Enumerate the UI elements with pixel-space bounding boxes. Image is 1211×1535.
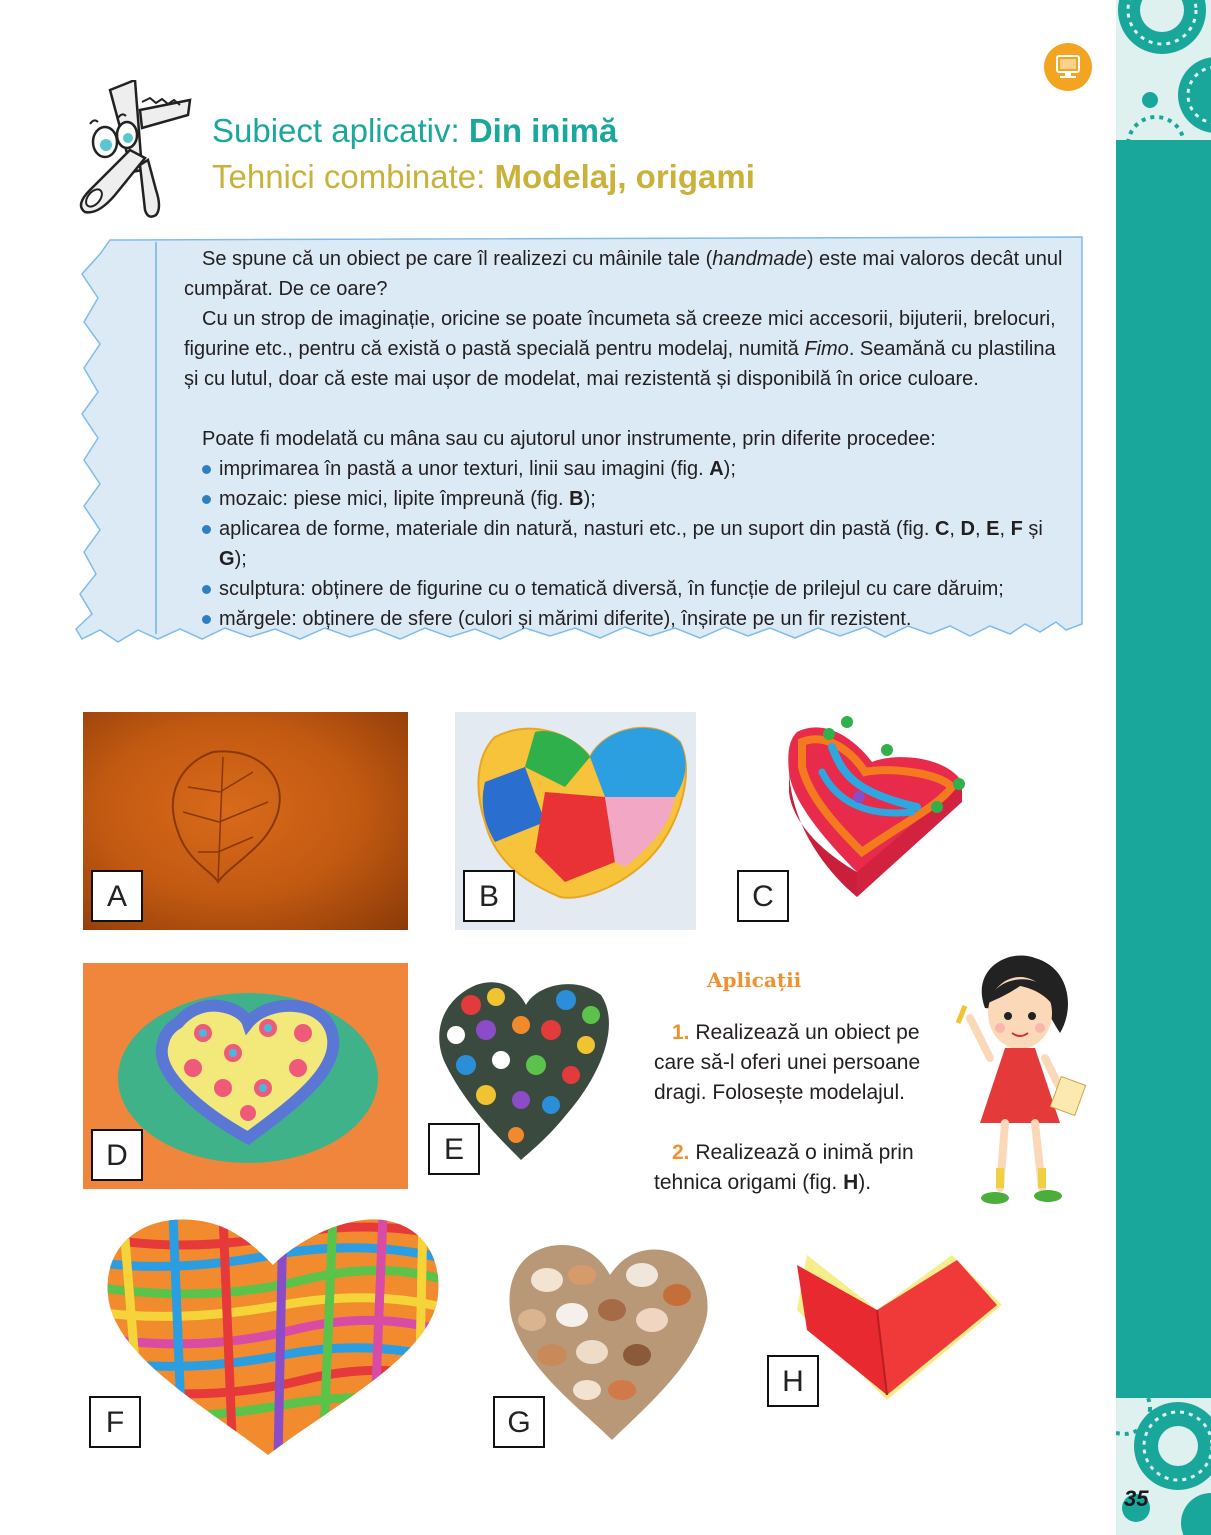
technique-label: Tehnici combinate:: [212, 158, 495, 195]
technique-title: [212, 158, 755, 196]
subject-title: [212, 112, 617, 150]
intro-paragraph-2: [184, 304, 1064, 394]
intro-p2-part: . Seamănă cu plastilina și cu lutul, doar că este mai ușor de modelat, mai rezistentă și disponibilă în orice culoare.: [184, 338, 1056, 390]
figure-label-g: G: [493, 1396, 545, 1448]
figure-g-seashell-heart: [492, 1240, 717, 1450]
applications-title: Aplicații: [707, 968, 802, 992]
figure-label-f: F: [89, 1396, 141, 1448]
technique-value: Modelaj, origami: [494, 158, 755, 195]
computer-icon: [1044, 43, 1092, 91]
list-item: sculptura: obținere de figurine cu o tematică diversă, în funcție de prilejul cu care dăruim;: [202, 574, 1064, 604]
figure-label-h: H: [767, 1355, 819, 1407]
figure-b-mosaic-heart: [455, 712, 696, 930]
figure-f-woven-heart: [83, 1215, 468, 1460]
techniques-list: [184, 454, 1064, 634]
figure-label-b: B: [463, 870, 515, 922]
subject-label: Subiect aplicativ:: [212, 112, 469, 149]
applications-text: [654, 1018, 954, 1198]
figure-h-origami-heart: [767, 1250, 1007, 1420]
page-number: 35: [1124, 1486, 1149, 1511]
figure-label-c: C: [737, 870, 789, 922]
intro-p1-part: ) este mai valoros decât unul cumpărat. De ce oare?: [184, 248, 1063, 300]
application-item-1: 1. Realizează un obiect pe care să-l oferi unei persoane dragi. Folosește modelajul.: [654, 1021, 921, 1104]
scissors-icon: [70, 80, 195, 220]
girl-illustration: [950, 948, 1090, 1210]
decorative-circles-bottom: [1116, 1398, 1211, 1535]
subject-value: Din inimă: [468, 112, 618, 149]
decorative-side-band: [1116, 0, 1211, 1535]
figure-e-buttons-heart: [426, 975, 616, 1180]
list-item: aplicarea de forme, materiale din natură, nasturi etc., pe un suport din pastă (fig. C, D, E, F și G);: [202, 514, 1064, 574]
figure-d-dotted-heart: [83, 963, 408, 1189]
intro-paragraph-3: Poate fi modelată cu mâna sau cu ajutorul unor instrumente, prin diferite procedee:: [202, 428, 936, 450]
list-item: imprimarea în pastă a unor texturi, linii sau imagini (fig. A);: [202, 454, 1064, 484]
list-item: mărgele: obținere de sfere (culori și mărimi diferite), înșirate pe un fir rezistent.: [202, 604, 1064, 634]
figure-label-a: A: [91, 870, 143, 922]
decorative-circles-top: [1116, 0, 1211, 140]
figure-label-d: D: [91, 1129, 143, 1181]
list-item: mozaic: piese mici, lipite împreună (fig. B);: [202, 484, 1064, 514]
figure-c-applied-heart: [737, 712, 982, 930]
application-item-2: 2. Realizează o inimă prin tehnica origami (fig. H).: [654, 1141, 914, 1194]
intro-text: [184, 244, 1064, 634]
intro-paragraph-1: [184, 244, 1064, 304]
figure-a-leaf-imprint: [83, 712, 408, 930]
intro-p2-emphasis: Fimo: [804, 338, 849, 360]
intro-p1-part: Se spune că un obiect pe care îl realizezi cu mâinile tale (: [202, 248, 713, 270]
intro-p2-part: Cu un strop de imaginație, oricine se poate încumeta să creeze mici accesorii, bijuterii, brelocuri, figurine etc., pentru că există o pastă specială pentru modelaj, numită: [184, 308, 1056, 360]
figure-label-e: E: [428, 1123, 480, 1175]
intro-p1-emphasis: handmade: [712, 248, 807, 270]
